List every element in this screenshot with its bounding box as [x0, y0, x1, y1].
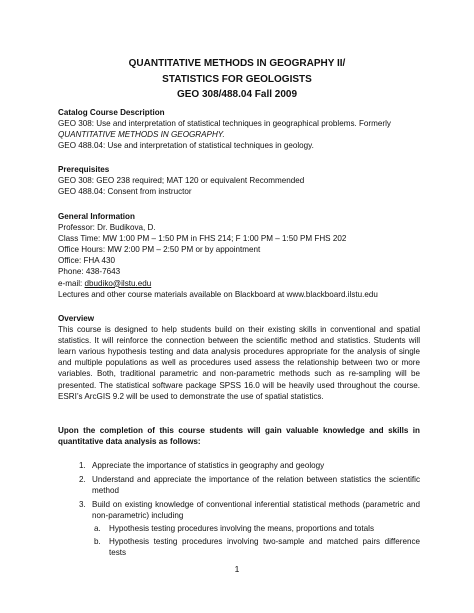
prereq-geo308: GEO 308: GEO 238 required; MAT 120 or equivalent Recommended — [58, 176, 305, 186]
sub-list-item — [92, 523, 420, 534]
catalog-section — [58, 107, 420, 151]
email-label: e-mail: — [58, 278, 85, 288]
general-heading: General Information — [58, 212, 135, 221]
class-time-line: Class Time: MW 1:00 PM – 1:50 PM in FHS 214; F 1:00 PM – 1:50 PM FHS 202 — [58, 234, 347, 244]
sub-list-item-text: Hypothesis testing procedures involving two-sample and matched pairs difference tests — [109, 536, 420, 557]
list-item — [75, 474, 420, 496]
general-information-section — [58, 211, 420, 300]
sub-list-item-letter: b. — [94, 536, 101, 546]
lectures-line: Lectures and other course materials available on Blackboard at www.blackboard.ilstu.edu — [58, 289, 378, 299]
sub-list-item — [92, 536, 420, 558]
email-link[interactable]: dbudiko@ilstu.edu — [84, 278, 152, 288]
list-item-number: 1. — [79, 461, 86, 470]
phone-line: Phone: 438-7643 — [58, 267, 121, 277]
title-line-3: GEO 308/488.04 Fall 2009 — [176, 89, 298, 100]
catalog-geo308: GEO 308: Use and interpretation of statistical techniques in geographical problems. Formerly — [58, 119, 391, 129]
catalog-geo488: GEO 488.04: Use and interpretation of statistical techniques in geology. — [58, 141, 314, 151]
page-number: 1 — [234, 564, 240, 574]
office-line: Office: FHA 430 — [58, 256, 115, 266]
sub-list — [92, 523, 420, 557]
professor-line: Professor: Dr. Budikova, D. — [58, 223, 156, 233]
overview-section — [58, 313, 420, 402]
list-item — [75, 460, 420, 471]
list-item-number: 3. — [79, 500, 86, 510]
sub-list-item-text: Hypothesis testing procedures involving the means, proportions and totals — [109, 524, 374, 534]
prerequisites-heading: Prerequisites — [58, 165, 110, 174]
list-item — [75, 499, 420, 557]
outcomes-intro: Upon the completion of this course students will gain valuable knowledge and skills in quantitative data analysis as follows: — [58, 426, 420, 447]
title-line-2: STATISTICS FOR GEOLOGISTS — [162, 73, 312, 85]
outcomes-list — [75, 460, 420, 561]
sub-list-item-letter: a. — [94, 524, 101, 534]
list-item-text: Appreciate the importance of statistics in geography and geology — [92, 461, 325, 470]
catalog-heading: Catalog Course Description — [58, 108, 165, 117]
document-title — [0, 56, 474, 103]
overview-paragraph: This course is designed to help students build on their existing skills in conventional and spatial statistics. It will reinforce the connection between the scientific method and statistics. Students will learn various hypothesis testing and data analysis procedures appropriate for the analysis of single and multiple populations as well as procedures used assess the relationship between two or more variables. Both, traditional parametric and non-parametric methods such as re-sampling will be presented. The statistical software package SPSS 16.0 will be heavily used throughout the course. ESRI’s ArcGIS 9.2 will be used to demonstrate the use of spatial statistics. — [58, 325, 420, 401]
overview-heading: Overview — [58, 314, 94, 323]
office-hours-line: Office Hours: MW 2:00 PM – 2:50 PM or by appointment — [58, 245, 261, 255]
prerequisites-section — [58, 164, 420, 197]
catalog-geo308-formerly: QUANTITATIVE METHODS IN GEOGRAPHY. — [58, 130, 225, 140]
list-item-text: Understand and appreciate the importance of the relation between statistics the scientific method — [92, 475, 420, 496]
email-line — [58, 278, 420, 289]
title-line-1: QUANTITATIVE METHODS IN GEOGRAPHY II/ — [128, 58, 346, 69]
prereq-geo488: GEO 488.04: Consent from instructor — [58, 187, 192, 197]
list-item-number: 2. — [79, 475, 86, 485]
list-item-text: Build on existing knowledge of conventional inferential statistical methods (parametric and non-parametric) including — [92, 500, 420, 521]
